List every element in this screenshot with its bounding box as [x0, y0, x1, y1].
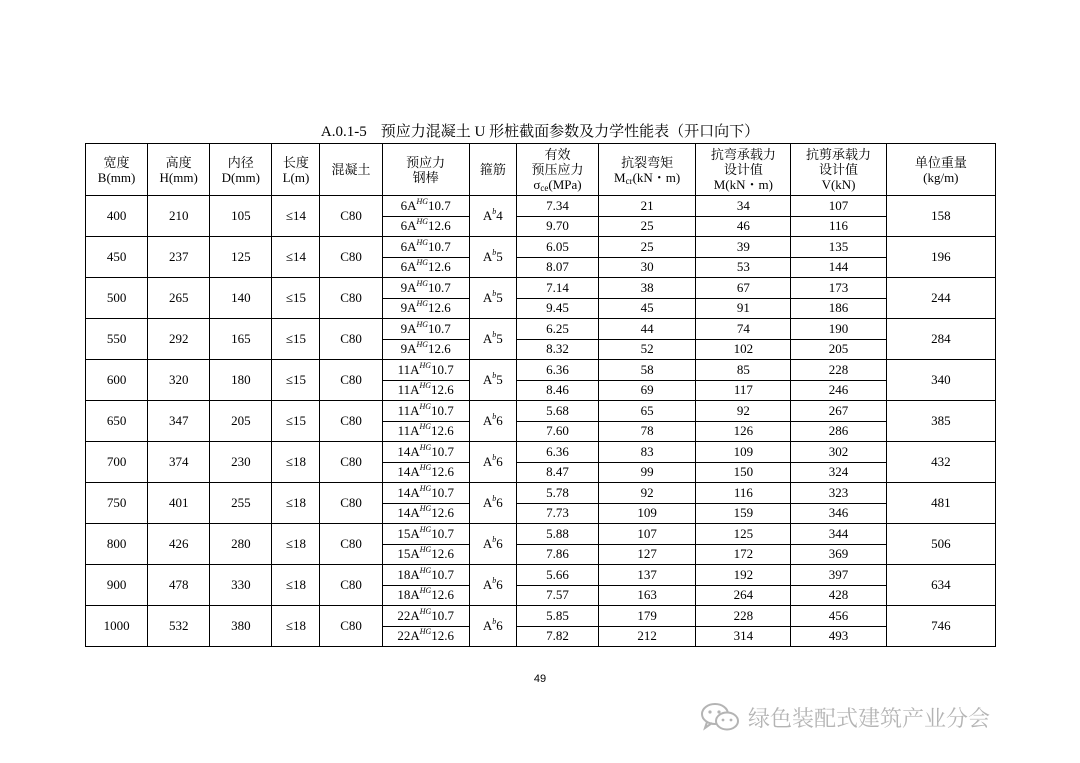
cell-crack-moment: 92 [599, 483, 696, 504]
cell-concrete: C80 [320, 360, 382, 401]
cell-bending-capacity: 228 [696, 606, 791, 627]
cell-bending-capacity: 150 [696, 462, 791, 483]
cell-bending-capacity: 125 [696, 524, 791, 545]
cell-bending-capacity: 67 [696, 278, 791, 299]
header-width: 宽度 B(mm) [86, 144, 148, 196]
cell-prestress-steel: $6A^{HG}10.7$ [382, 237, 469, 258]
cell-effective-stress: 7.86 [516, 544, 598, 565]
cell-bending-capacity: 126 [696, 421, 791, 442]
cell-prestress-steel: $9A^{HG}10.7$ [382, 319, 469, 340]
cell-height: 532 [148, 606, 210, 647]
cell-effective-stress: 6.36 [516, 360, 598, 381]
cell-bending-capacity: 46 [696, 216, 791, 237]
cell-length: ≤18 [272, 442, 320, 483]
cell-stirrup: $A^b5$ [469, 360, 516, 401]
cell-shear-capacity: 267 [791, 401, 886, 422]
cell-shear-capacity: 302 [791, 442, 886, 463]
cell-effective-stress: 7.57 [516, 585, 598, 606]
cell-width: 900 [86, 565, 148, 606]
cell-crack-moment: 52 [599, 339, 696, 360]
cell-prestress-steel: $9A^{HG}10.7$ [382, 278, 469, 299]
cell-shear-capacity: 323 [791, 483, 886, 504]
cell-height: 347 [148, 401, 210, 442]
cell-crack-moment: 69 [599, 380, 696, 401]
cell-width: 650 [86, 401, 148, 442]
cell-prestress-steel: $9A^{HG}12.6$ [382, 339, 469, 360]
cell-bending-capacity: 159 [696, 503, 791, 524]
cell-crack-moment: 25 [599, 216, 696, 237]
cell-width: 500 [86, 278, 148, 319]
cell-stirrup: $A^b5$ [469, 278, 516, 319]
cell-unit-weight: 340 [886, 360, 995, 401]
page-number: 49 [533, 673, 547, 685]
cell-length: ≤18 [272, 483, 320, 524]
header-crack-moment: 抗裂弯矩 $M_{cr}(kN$・m) [599, 144, 696, 196]
cell-crack-moment: 109 [599, 503, 696, 524]
cell-unit-weight: 158 [886, 196, 995, 237]
table-row [86, 360, 996, 381]
cell-effective-stress: 5.85 [516, 606, 598, 627]
cell-unit-weight: 385 [886, 401, 995, 442]
cell-width: 700 [86, 442, 148, 483]
cell-inner-diameter: 230 [210, 442, 272, 483]
cell-unit-weight: 244 [886, 278, 995, 319]
cell-prestress-steel: $14A^{HG}10.7$ [382, 483, 469, 504]
cell-stirrup: $A^b6$ [469, 606, 516, 647]
cell-prestress-steel: $22A^{HG}12.6$ [382, 626, 469, 647]
cell-unit-weight: 481 [886, 483, 995, 524]
cell-shear-capacity: 205 [791, 339, 886, 360]
cell-shear-capacity: 324 [791, 462, 886, 483]
cell-effective-stress: 7.73 [516, 503, 598, 524]
cell-bending-capacity: 102 [696, 339, 791, 360]
cell-stirrup: $A^b5$ [469, 237, 516, 278]
cell-concrete: C80 [320, 483, 382, 524]
cell-bending-capacity: 39 [696, 237, 791, 258]
cell-prestress-steel: $18A^{HG}12.6$ [382, 585, 469, 606]
cell-bending-capacity: 92 [696, 401, 791, 422]
table-title: 预应力混凝土 U 形桩截面参数及力学性能表（开口向下） [380, 124, 760, 140]
cell-crack-moment: 137 [599, 565, 696, 586]
cell-height: 401 [148, 483, 210, 524]
cell-effective-stress: 8.46 [516, 380, 598, 401]
cell-concrete: C80 [320, 524, 382, 565]
cell-crack-moment: 30 [599, 257, 696, 278]
cell-crack-moment: 83 [599, 442, 696, 463]
table-row [86, 565, 996, 586]
cell-height: 374 [148, 442, 210, 483]
cell-inner-diameter: 165 [210, 319, 272, 360]
cell-stirrup: $A^b4$ [469, 196, 516, 237]
cell-effective-stress: 6.25 [516, 319, 598, 340]
cell-inner-diameter: 125 [210, 237, 272, 278]
cell-unit-weight: 196 [886, 237, 995, 278]
cell-crack-moment: 107 [599, 524, 696, 545]
cell-prestress-steel: $15A^{HG}12.6$ [382, 544, 469, 565]
cell-prestress-steel: $14A^{HG}10.7$ [382, 442, 469, 463]
cell-height: 265 [148, 278, 210, 319]
cell-crack-moment: 65 [599, 401, 696, 422]
cell-shear-capacity: 344 [791, 524, 886, 545]
table-row [86, 524, 996, 545]
cell-width: 450 [86, 237, 148, 278]
cell-crack-moment: 163 [599, 585, 696, 606]
cell-height: 320 [148, 360, 210, 401]
header-length: 长度 L(m) [272, 144, 320, 196]
header-inner-diameter: 内径 D(mm) [210, 144, 272, 196]
header-bending-capacity: 抗弯承载力 设计值 M(kN・m) [696, 144, 791, 196]
cell-length: ≤14 [272, 196, 320, 237]
watermark [700, 697, 1060, 737]
cell-concrete: C80 [320, 565, 382, 606]
cell-length: ≤18 [272, 565, 320, 606]
cell-bending-capacity: 85 [696, 360, 791, 381]
cell-shear-capacity: 173 [791, 278, 886, 299]
cell-length: ≤15 [272, 360, 320, 401]
cell-unit-weight: 506 [886, 524, 995, 565]
cell-prestress-steel: $6A^{HG}10.7$ [382, 196, 469, 217]
pile-spec-table [85, 143, 996, 647]
cell-bending-capacity: 172 [696, 544, 791, 565]
cell-crack-moment: 21 [599, 196, 696, 217]
cell-shear-capacity: 246 [791, 380, 886, 401]
cell-shear-capacity: 369 [791, 544, 886, 565]
cell-bending-capacity: 74 [696, 319, 791, 340]
cell-shear-capacity: 107 [791, 196, 886, 217]
cell-prestress-steel: $11A^{HG}10.7$ [382, 360, 469, 381]
cell-concrete: C80 [320, 196, 382, 237]
cell-bending-capacity: 314 [696, 626, 791, 647]
cell-width: 550 [86, 319, 148, 360]
cell-shear-capacity: 346 [791, 503, 886, 524]
table-row [86, 606, 996, 627]
cell-crack-moment: 212 [599, 626, 696, 647]
cell-shear-capacity: 135 [791, 237, 886, 258]
cell-height: 292 [148, 319, 210, 360]
cell-prestress-steel: $14A^{HG}12.6$ [382, 503, 469, 524]
header-concrete: 混凝土 [320, 144, 382, 196]
cell-inner-diameter: 105 [210, 196, 272, 237]
cell-inner-diameter: 280 [210, 524, 272, 565]
cell-inner-diameter: 205 [210, 401, 272, 442]
cell-shear-capacity: 493 [791, 626, 886, 647]
cell-concrete: C80 [320, 319, 382, 360]
cell-crack-moment: 25 [599, 237, 696, 258]
cell-crack-moment: 179 [599, 606, 696, 627]
table-row [86, 442, 996, 463]
cell-unit-weight: 746 [886, 606, 995, 647]
cell-effective-stress: 7.60 [516, 421, 598, 442]
cell-prestress-steel: $11A^{HG}10.7$ [382, 401, 469, 422]
table-caption [0, 123, 1080, 141]
cell-concrete: C80 [320, 442, 382, 483]
cell-crack-moment: 99 [599, 462, 696, 483]
header-height: 高度 H(mm) [148, 144, 210, 196]
cell-shear-capacity: 186 [791, 298, 886, 319]
header-row [86, 144, 996, 196]
cell-shear-capacity: 397 [791, 565, 886, 586]
cell-effective-stress: 6.36 [516, 442, 598, 463]
cell-shear-capacity: 228 [791, 360, 886, 381]
cell-effective-stress: 8.07 [516, 257, 598, 278]
cell-bending-capacity: 116 [696, 483, 791, 504]
cell-shear-capacity: 456 [791, 606, 886, 627]
cell-crack-moment: 78 [599, 421, 696, 442]
cell-inner-diameter: 140 [210, 278, 272, 319]
header-prestress-steel: 预应力 钢棒 [382, 144, 469, 196]
cell-effective-stress: 7.14 [516, 278, 598, 299]
cell-length: ≤18 [272, 524, 320, 565]
cell-effective-stress: 7.82 [516, 626, 598, 647]
cell-bending-capacity: 53 [696, 257, 791, 278]
wechat-icon [700, 702, 742, 732]
table-row [86, 278, 996, 299]
cell-effective-stress: 8.32 [516, 339, 598, 360]
cell-shear-capacity: 428 [791, 585, 886, 606]
cell-prestress-steel: $14A^{HG}12.6$ [382, 462, 469, 483]
cell-prestress-steel: $6A^{HG}12.6$ [382, 257, 469, 278]
cell-bending-capacity: 34 [696, 196, 791, 217]
cell-length: ≤15 [272, 278, 320, 319]
cell-stirrup: $A^b6$ [469, 442, 516, 483]
header-unit-weight: 单位重量 (kg/m) [886, 144, 995, 196]
cell-crack-moment: 58 [599, 360, 696, 381]
table-row [86, 196, 996, 217]
cell-effective-stress: 5.88 [516, 524, 598, 545]
cell-width: 400 [86, 196, 148, 237]
cell-concrete: C80 [320, 237, 382, 278]
cell-width: 800 [86, 524, 148, 565]
cell-height: 478 [148, 565, 210, 606]
cell-unit-weight: 284 [886, 319, 995, 360]
cell-concrete: C80 [320, 606, 382, 647]
cell-stirrup: $A^b5$ [469, 319, 516, 360]
cell-width: 600 [86, 360, 148, 401]
cell-height: 210 [148, 196, 210, 237]
cell-prestress-steel: $11A^{HG}12.6$ [382, 421, 469, 442]
cell-height: 426 [148, 524, 210, 565]
cell-prestress-steel: $15A^{HG}10.7$ [382, 524, 469, 545]
cell-length: ≤18 [272, 606, 320, 647]
cell-effective-stress: 9.70 [516, 216, 598, 237]
table-row [86, 483, 996, 504]
cell-prestress-steel: $11A^{HG}12.6$ [382, 380, 469, 401]
cell-effective-stress: 5.66 [516, 565, 598, 586]
cell-concrete: C80 [320, 401, 382, 442]
cell-effective-stress: 9.45 [516, 298, 598, 319]
cell-bending-capacity: 117 [696, 380, 791, 401]
cell-length: ≤14 [272, 237, 320, 278]
cell-inner-diameter: 330 [210, 565, 272, 606]
cell-crack-moment: 45 [599, 298, 696, 319]
cell-shear-capacity: 286 [791, 421, 886, 442]
cell-stirrup: $A^b6$ [469, 524, 516, 565]
cell-inner-diameter: 380 [210, 606, 272, 647]
cell-stirrup: $A^b6$ [469, 401, 516, 442]
header-effective-stress: 有效 预压应力 $\sigma_{ce}(MPa)$ [516, 144, 598, 196]
cell-shear-capacity: 116 [791, 216, 886, 237]
cell-shear-capacity: 144 [791, 257, 886, 278]
cell-length: ≤15 [272, 401, 320, 442]
cell-crack-moment: 44 [599, 319, 696, 340]
cell-effective-stress: 5.68 [516, 401, 598, 422]
header-shear-capacity: 抗剪承载力 设计值 V(kN) [791, 144, 886, 196]
cell-length: ≤15 [272, 319, 320, 360]
table-row [86, 237, 996, 258]
cell-prestress-steel: $18A^{HG}10.7$ [382, 565, 469, 586]
cell-effective-stress: 6.05 [516, 237, 598, 258]
cell-stirrup: $A^b6$ [469, 483, 516, 524]
cell-height: 237 [148, 237, 210, 278]
watermark-text: 绿色装配式建筑产业分会 [748, 706, 991, 732]
cell-concrete: C80 [320, 278, 382, 319]
cell-effective-stress: 7.34 [516, 196, 598, 217]
cell-prestress-steel: $9A^{HG}12.6$ [382, 298, 469, 319]
cell-stirrup: $A^b6$ [469, 565, 516, 606]
cell-unit-weight: 634 [886, 565, 995, 606]
cell-width: 750 [86, 483, 148, 524]
cell-unit-weight: 432 [886, 442, 995, 483]
cell-bending-capacity: 109 [696, 442, 791, 463]
cell-effective-stress: 5.78 [516, 483, 598, 504]
cell-bending-capacity: 91 [696, 298, 791, 319]
cell-crack-moment: 127 [599, 544, 696, 565]
cell-shear-capacity: 190 [791, 319, 886, 340]
cell-crack-moment: 38 [599, 278, 696, 299]
cell-prestress-steel: $22A^{HG}10.7$ [382, 606, 469, 627]
cell-effective-stress: 8.47 [516, 462, 598, 483]
table-row [86, 401, 996, 422]
cell-inner-diameter: 255 [210, 483, 272, 524]
table-code: A.0.1-5 [320, 124, 367, 140]
cell-inner-diameter: 180 [210, 360, 272, 401]
cell-bending-capacity: 192 [696, 565, 791, 586]
header-stirrup: 箍筋 [469, 144, 516, 196]
cell-bending-capacity: 264 [696, 585, 791, 606]
cell-prestress-steel: $6A^{HG}12.6$ [382, 216, 469, 237]
cell-width: 1000 [86, 606, 148, 647]
table-row [86, 319, 996, 340]
